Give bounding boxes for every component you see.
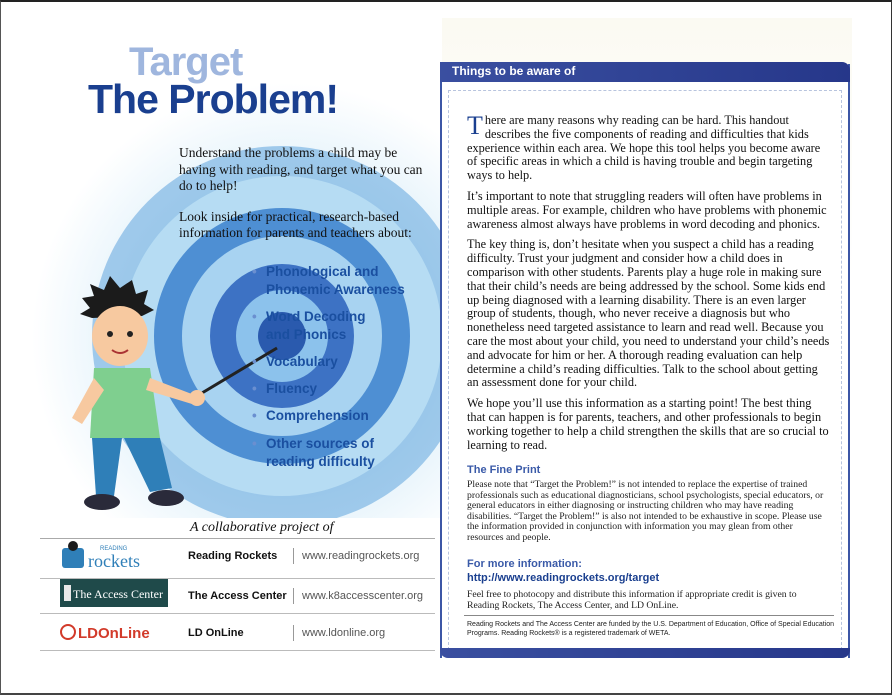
collaborative-caption: A collaborative project of: [190, 520, 334, 535]
partner-name: LD OnLine: [188, 627, 244, 639]
divider: [464, 615, 834, 616]
bullet-icon: •: [252, 264, 257, 279]
more-info-heading: For more information:: [467, 558, 582, 570]
body-paragraph: We hope you’ll use this information as a starting point! The best thing that can happen is for parents, teachers, and other professionals to begin working together to help a child strengthen the skills that are so crucial to learning to read.: [467, 396, 829, 452]
info-panel-footer-bar: [440, 648, 850, 658]
body-paragraph: It’s important to note that struggling readers will often have problems in multiple areas. For example, children who have problems with phonemic awareness almost always have problems in word decoding and phonics.: [467, 188, 827, 231]
svg-text:LDOnLine: LDOnLine: [78, 625, 150, 642]
topic-label: and Phonics: [266, 327, 347, 342]
svg-text:The Access Center: The Access Center: [73, 587, 163, 601]
topic-label: Vocabulary: [266, 354, 338, 369]
partner-url[interactable]: www.readingrockets.org: [302, 550, 420, 562]
bullet-icon: •: [252, 381, 257, 396]
panel-heading: Things to be aware of: [452, 64, 576, 78]
intro-paragraph: Look inside for practical, research-based information for parents and teachers about:: [179, 208, 412, 240]
topic-label: Word Decoding: [266, 309, 366, 324]
topic-label: Other sources of: [266, 436, 375, 451]
more-info-link[interactable]: http://www.readingrockets.org/target: [467, 572, 660, 584]
title-the-problem: The Problem!: [88, 76, 338, 122]
dropcap: T: [467, 111, 483, 140]
bullet-icon: •: [252, 309, 257, 324]
partner-url[interactable]: www.ldonline.org: [302, 627, 386, 639]
topic-label: Fluency: [266, 381, 318, 396]
body-paragraph: [467, 111, 832, 183]
svg-text:rockets: rockets: [88, 551, 140, 571]
paragraph-text: here are many reasons why reading can be hard. This handout describes the five components of reading and difficulties that kids experience within each area. We hope this tool helps you become aware of specific areas in which a child is having trouble and begin targeting ways to help.: [467, 113, 821, 183]
info-body: [467, 111, 832, 459]
body-paragraph: The key thing is, don’t hesitate when you suspect a child has a reading difficulty. Trust your judgment and consider how a child does in comparison with other students. Parents play a huge role in making sure that their child’s needs are being addressed by the school. Some kids end up being diagnosed with a learning disability. There is an even larger group of students, though, who never receive a diagnosis but who nonetheless need targeted assistance to learn and read well. Because you care the most about your child, you need to understand your child’s needs and advocate for him or her. A thorough reading evaluation can help determine a child’s reading difficulties. Talk to the school about getting an assessment done for your child.: [467, 237, 830, 390]
topic-label: Phonemic Awareness: [266, 282, 405, 297]
topic-label: Comprehension: [266, 408, 369, 423]
bullet-icon: •: [252, 436, 257, 451]
funding-note: Reading Rockets and The Access Center are funded by the U.S. Department of Education, Office of Special Education Programs. Reading Rockets® is a registered trademark of WETA.: [467, 621, 835, 637]
bullet-icon: •: [252, 354, 257, 369]
topic-label: Phonological and: [266, 264, 379, 279]
intro-paragraph: Understand the problems a child may be having with reading, and target what you can do to help!: [179, 145, 423, 193]
topic-label: reading difficulty: [266, 454, 375, 469]
svg-text:READING: READING: [100, 546, 128, 552]
partner-url[interactable]: www.k8accesscenter.org: [302, 590, 424, 602]
fine-print-text: Please note that “Target the Problem!” is not intended to replace the expertise of trained professionals such as educational diagnosticians, school psychologists, special educators, or general educators in either diagnosing or instructing children who may have reading disabilities. “Target the Problem!” is also not intended to be exhaustive in scope. Please use the information provided in conjunction with information you may glean from other resources and people.: [467, 479, 824, 543]
copy-permission-text: Feel free to photocopy and distribute this information if appropriate credit is given to Reading Rockets, The Access Center, and LD OnLine.: [467, 589, 797, 611]
info-panel-header: [440, 62, 850, 82]
bullet-icon: •: [252, 408, 257, 423]
info-panel-wrapper: [32, 18, 852, 670]
fine-print-heading: The Fine Print: [467, 464, 541, 476]
title-target: Target: [129, 40, 243, 84]
partner-name: The Access Center: [188, 590, 287, 602]
partner-name: Reading Rockets: [188, 550, 278, 562]
